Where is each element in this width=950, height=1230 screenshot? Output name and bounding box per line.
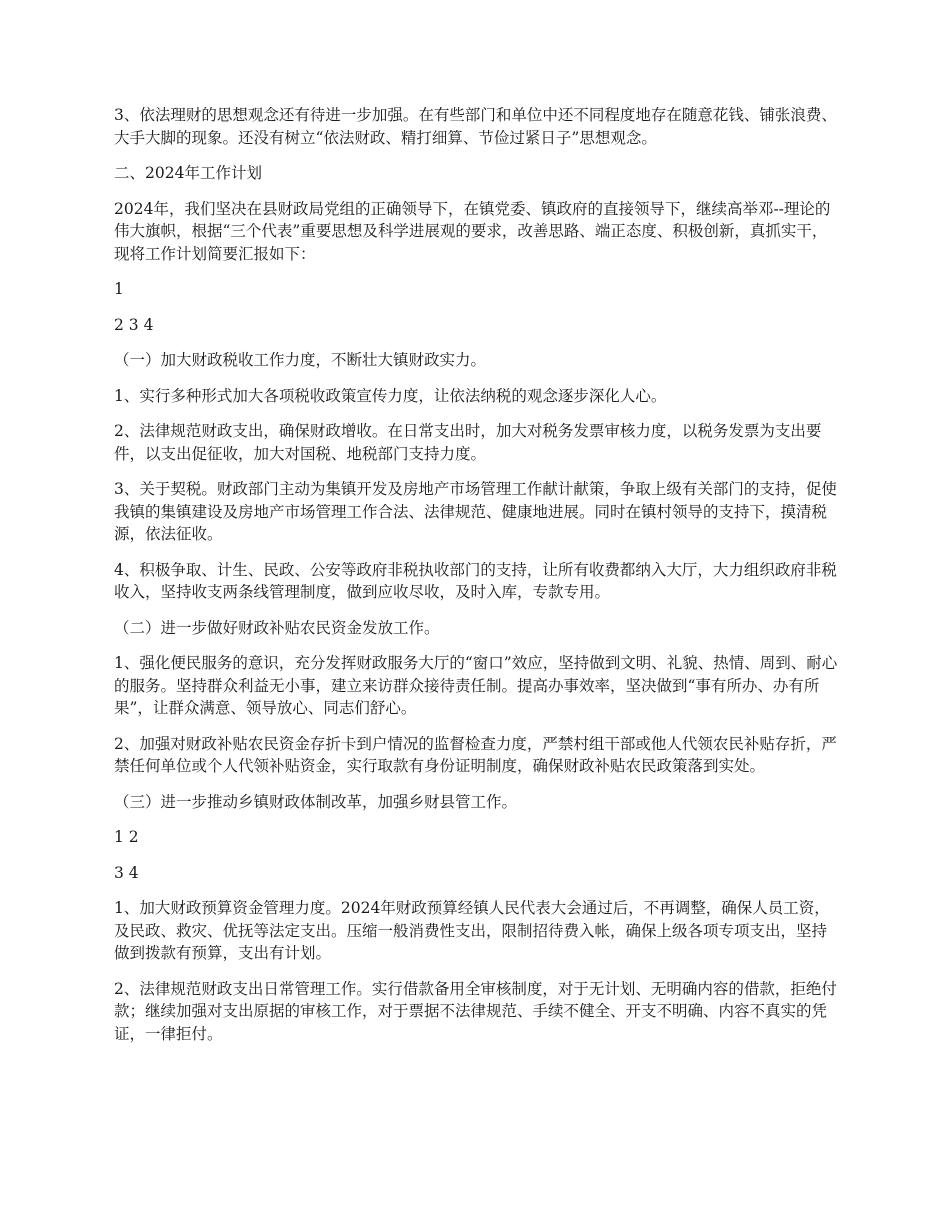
paragraph: 2、法律规范财政支出日常管理工作。实行借款备用全审核制度，对于无计划、无明确内容的借款，拒绝付款；继续加强对支出原据的审核工作，对于票据不法律规范、手续不健全、开支不明确、内容不真实的凭证，一律拒付。 (114, 979, 837, 1043)
paragraph: 1、加大财政预算资金管理力度。2024年财政预算经镇人民代表大会通过后，不再调整，确保人员工资，及民政、救灾、优抚等法定支出。压缩一般消费性支出，限制招待费入帐，确保上级各项专项支出，坚持做到拨款有预算，支出有计划。 (114, 899, 830, 962)
paragraph: 1、强化便民服务的意识，充分发挥财政服务大厅的“窗口”效应，坚持做到文明、礼貌、热情、周到、耐心的服务。坚持群众利益无小事，建立来访群众接待责任制。提高办事效率，坚决做到“事有所办、办有所果”，让群众满意、领导放心、同志们舒心。 (114, 654, 838, 717)
page-number-fragment: 3 4 (114, 863, 139, 882)
page-number-fragment: 1 2 (114, 828, 139, 846)
paragraph: 2、加强对财政补贴农民资金存折卡到户情况的监督检查力度，严禁村组干部或他人代领农民补贴存折，严禁任何单位或个人代领补贴资金，实行取款有身份证明制度，确保财政补贴农民政策落到实处。 (114, 734, 837, 775)
paragraph: 2、法律规范财政支出，确保财政增收。在日常支出时，加大对税务发票审核力度，以税务发票为支出要件，以支出促征收，加大对国税、地税部门支持力度。 (114, 422, 822, 463)
page-number-fragment: 2 3 4 (114, 315, 154, 334)
document-page (114, 104, 842, 1058)
paragraph: 2024年，我们坚决在县财政局党组的正确领导下，在镇党委、镇政府的直接领导下，继续高举邓--理论的伟大旗帜，根据“三个代表”重要思想及科学进展观的要求，改善思路、端正态度、积极创新，真抓实干，现将工作计划简要汇报如下： (114, 199, 831, 263)
subsection-heading: （二）进一步做好财政补贴农民资金发放工作。 (114, 618, 440, 637)
paragraph: 4、积极争取、计生、民政、公安等政府非税执收部门的支持，让所有收费都纳入大厅，大力组织政府非税收入，坚持收支两条线管理制度，做到应收尽收，及时入库，专款专用。 (114, 560, 837, 601)
paragraph: 3、依法理财的思想观念还有待进一步加强。在有些部门和单位中还不同程度地存在随意花钱、铺张浪费、大手大脚的现象。还没有树立“依法财政、精打细算、节俭过紧日子”思想观念。 (114, 106, 837, 147)
section-heading: 二、2024年工作计划 (114, 164, 262, 182)
paragraph: 3、关于契税。财政部门主动为集镇开发及房地产市场管理工作献计献策，争取上级有关部门的支持，促使我镇的集镇建设及房地产市场管理工作合法、法律规范、健康地进展。同时在镇村领导的支持下，摸清税源，依法征收。 (114, 480, 837, 543)
paragraph: 1、实行多种形式加大各项税收政策宣传力度，让依法纳税的观念逐步深化人心。 (114, 386, 667, 405)
page-number-fragment: 1 (114, 280, 124, 298)
subsection-heading: （一）加大财政税收工作力度，不断壮大镇财政实力。 (114, 351, 487, 369)
subsection-heading: （三）进一步推动乡镇财政体制改革，加强乡财县管工作。 (114, 792, 518, 811)
